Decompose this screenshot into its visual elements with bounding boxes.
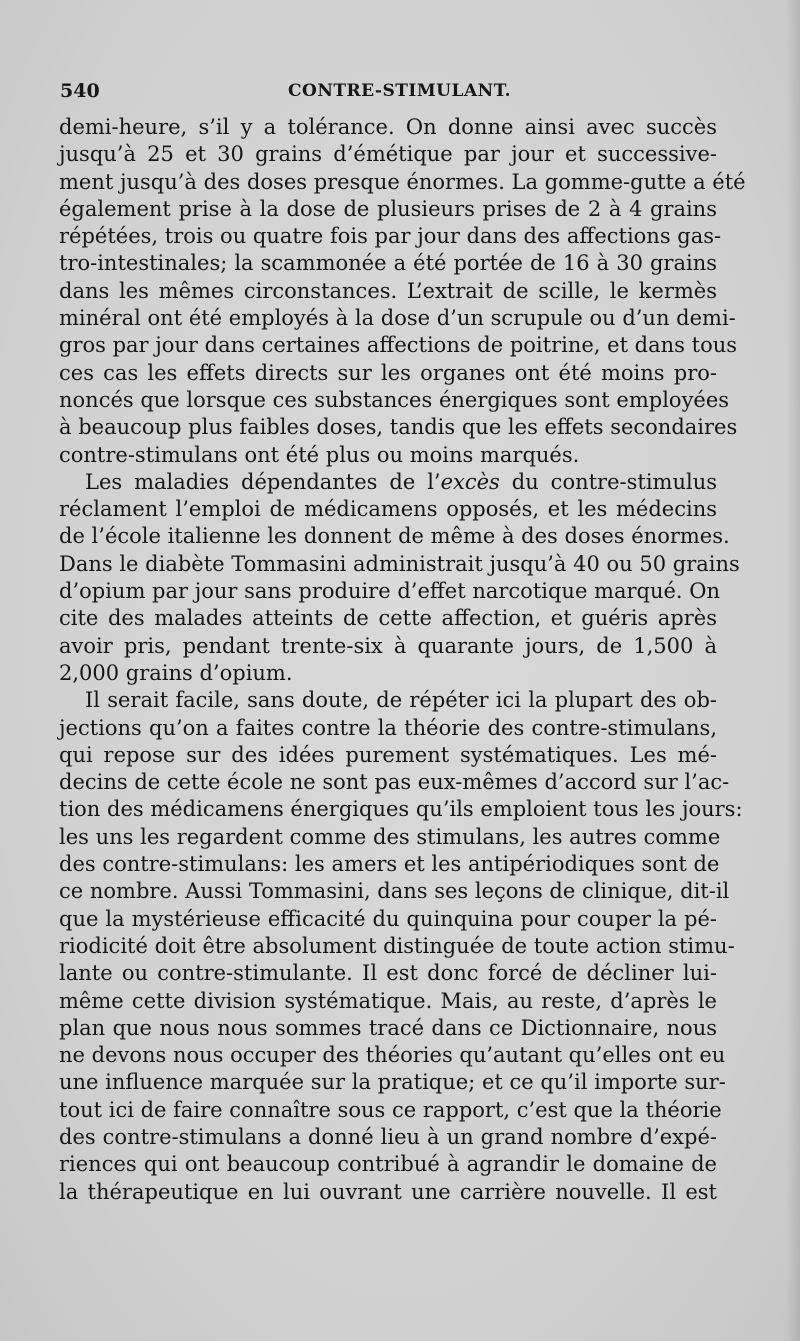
emphasized-word: excès (440, 469, 500, 494)
text-line: une influence marquée sur la pratique; et ce qu’il importe sur- (59, 1070, 726, 1095)
page-edge-shadow (786, 0, 800, 1341)
text-line: Dans le diabète Tommasini administrait jusqu’à 40 ou 50 grains (59, 551, 740, 576)
paragraph-start-line: Les maladies dépendantes de l’excès du contre-stimulus (85, 469, 718, 494)
text-line: qui repose sur des idées purement systématiques. Les mé- (59, 742, 717, 767)
text-line: d’opium par jour sans produire d’effet narcotique marqué. On (59, 579, 721, 604)
text-line: la thérapeutique en lui ouvrant une carrière nouvelle. Il est (59, 1179, 717, 1204)
text-line: également prise à la dose de plusieurs prises de 2 à 4 grains (59, 196, 717, 221)
text-line: cite des malades atteints de cette affection, et guéris après (59, 606, 717, 631)
text-line: riences qui ont beaucoup contribué à agrandir le domaine de (59, 1152, 717, 1177)
text-line: de l’école italienne les donnent de même à des doses énormes. (59, 524, 730, 549)
paragraph-end-line: contre-stimulans ont été plus ou moins marqués. (59, 442, 580, 467)
paragraph-end-line: 2,000 grains d’opium. (59, 660, 293, 685)
text-line: lante ou contre-stimulante. Il est donc forcé de décliner lui- (59, 961, 717, 986)
text-line: des contre-stimulans: les amers et les antipériodiques sont de (59, 852, 720, 877)
text-line: minéral ont été employés à la dose d’un scrupule ou d’un demi- (59, 306, 736, 331)
page-number: 540 (60, 80, 100, 102)
text-line: tro-intestinales; la scammonée a été portée de 16 à 30 grains (59, 251, 717, 276)
text-line: jusqu’à 25 et 30 grains d’émétique par jour et successive- (59, 142, 717, 167)
text-line: tion des médicamens énergiques qu’ils emploient tous les jours: (59, 797, 743, 822)
text-line: plan que nous nous sommes tracé dans ce Dictionnaire, nous (59, 1015, 717, 1040)
text-line: réclament l’emploi de médicamens opposés, et les médecins (59, 497, 717, 522)
text-line: ce nombre. Aussi Tommasini, dans ses leçons de clinique, dit-il (59, 879, 730, 904)
text-line: tout ici de faire connaître sous ce rapport, c’est que la théorie (59, 1097, 722, 1122)
text-line: gros par jour dans certaines affections de poitrine, et dans tous (59, 333, 738, 358)
text-line: que la mystérieuse efficacité du quinquina pour couper la pé- (59, 906, 717, 931)
page-header (60, 80, 720, 108)
paragraph-start-line: Il serait facile, sans doute, de répéter ici la plupart des ob- (85, 688, 717, 713)
text-line: ne devons nous occuper des théories qu’autant qu’elles ont eu (59, 1043, 726, 1068)
text-line: même cette division systématique. Mais, au reste, d’après le (59, 988, 717, 1013)
text-line: demi-heure, s’il y a tolérance. On donne ainsi avec succès (59, 115, 717, 139)
text-line: des contre-stimulans a donné lieu à un grand nombre d’expé- (59, 1124, 717, 1149)
text-line: noncés que lorsque ces substances énergiques sont employées (59, 387, 730, 412)
text-line: jections qu’on a faites contre la théorie des contre-stimulans, (59, 715, 717, 740)
text-line: répétées, trois ou quatre fois par jour dans des affections gas- (59, 224, 722, 249)
running-head: CONTRE-STIMULANT. (288, 81, 512, 101)
text-line: ment jusqu’à des doses presque énormes. La gomme-gutte a été (59, 169, 746, 194)
text-line: riodicité doit être absolument distinguée de toute action stimu- (59, 933, 735, 958)
text-line: dans les mêmes circonstances. L’extrait de scille, le kermès (59, 278, 717, 303)
text-line: les uns les regardent comme des stimulans, les autres comme (59, 824, 721, 849)
body-text (59, 114, 746, 1206)
text-line: à beaucoup plus faibles doses, tandis que les effets secondaires (59, 415, 738, 440)
text-line: decins de cette école ne sont pas eux-mêmes d’accord sur l’ac- (59, 770, 730, 795)
text-line: avoir pris, pendant trente-six à quarante jours, de 1,500 à (59, 633, 717, 658)
text-line: ces cas les effets directs sur les organes ont été moins pro- (59, 360, 717, 385)
